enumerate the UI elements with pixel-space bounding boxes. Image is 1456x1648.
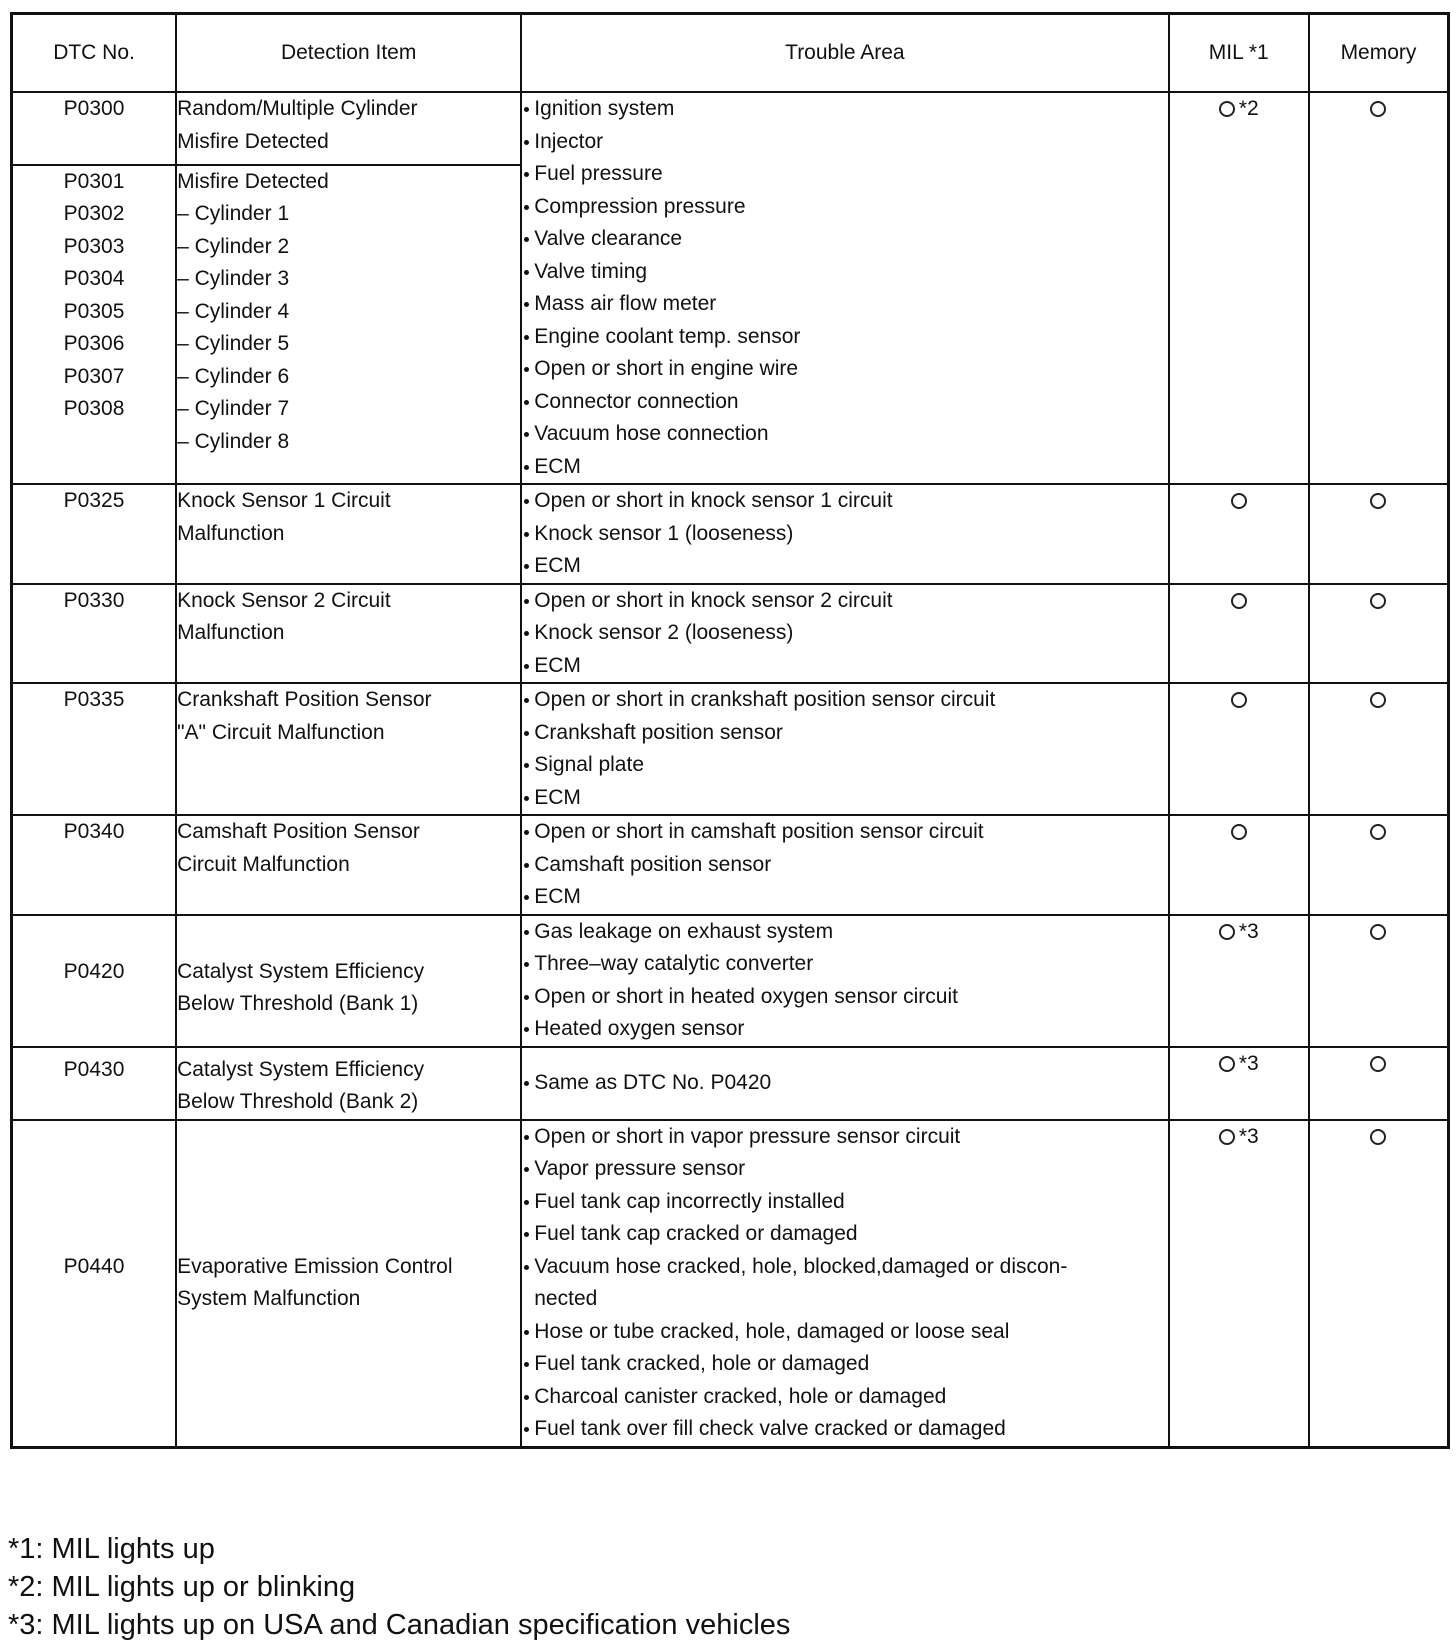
trouble-item: Fuel tank over fill check valve cracked or damaged	[522, 1413, 1167, 1446]
dtc-table	[10, 12, 1450, 1449]
trouble-item: Open or short in heated oxygen sensor circuit	[522, 981, 1167, 1014]
trouble-item: Open or short in camshaft position sensor circuit	[522, 816, 1167, 849]
trouble-item: Vacuum hose cracked, hole, blocked,damaged or discon-	[522, 1251, 1167, 1284]
footnote-2: *2: MIL lights up or blinking	[8, 1571, 356, 1603]
trouble-item: Knock sensor 1 (looseness)	[522, 518, 1167, 551]
dtc-cell: P0335	[12, 683, 177, 815]
circle-mark-icon	[1370, 593, 1386, 609]
mil-cell	[1169, 683, 1309, 815]
trouble-item: Open or short in knock sensor 1 circuit	[522, 485, 1167, 518]
trouble-item: Gas leakage on exhaust system	[522, 916, 1167, 949]
header-trouble-area: Trouble Area	[521, 14, 1168, 93]
trouble-item: Fuel pressure	[522, 158, 1167, 191]
circle-mark-icon	[1370, 493, 1386, 509]
trouble-item: Engine coolant temp. sensor	[522, 321, 1167, 354]
detection-item-cell: Knock Sensor 1 Circuit Malfunction	[176, 484, 521, 584]
dtc-cell: P0420	[12, 915, 177, 1047]
trouble-item: Connector connection	[522, 386, 1167, 419]
dtc-cell: P0430	[12, 1047, 177, 1120]
header-detection-item: Detection Item	[176, 14, 521, 93]
trouble-item: Fuel tank cracked, hole or damaged	[522, 1348, 1167, 1381]
memory-cell	[1309, 584, 1449, 684]
table-row	[12, 815, 1449, 915]
trouble-item: Valve timing	[522, 256, 1167, 289]
mil-cell	[1169, 484, 1309, 584]
detection-item-cell: Camshaft Position Sensor Circuit Malfunction	[176, 815, 521, 915]
trouble-item-continuation: nected	[534, 1287, 598, 1310]
footnotes	[8, 1530, 790, 1644]
trouble-area-cell	[521, 815, 1168, 915]
table-row	[12, 915, 1449, 1047]
trouble-item: Camshaft position sensor	[522, 849, 1167, 882]
detection-item-cell: Catalyst System Efficiency Below Threshold (Bank 1)	[176, 915, 521, 1047]
trouble-item: ECM	[522, 881, 1167, 914]
trouble-item: Heated oxygen sensor	[522, 1013, 1167, 1046]
trouble-item: Open or short in engine wire	[522, 353, 1167, 386]
header-dtc: DTC No.	[12, 14, 177, 93]
mil-cell	[1169, 92, 1309, 484]
table-row	[12, 1047, 1449, 1120]
trouble-area-cell	[521, 683, 1168, 815]
circle-mark-icon	[1219, 1056, 1235, 1072]
memory-cell	[1309, 484, 1449, 584]
dtc-table-sheet	[10, 12, 1450, 1449]
trouble-item: ECM	[522, 650, 1167, 683]
trouble-item: Compression pressure	[522, 191, 1167, 224]
trouble-item: Same as DTC No. P0420	[522, 1067, 1167, 1100]
trouble-item: Fuel tank cap incorrectly installed	[522, 1186, 1167, 1219]
mil-cell	[1169, 915, 1309, 1047]
circle-mark-icon	[1219, 1129, 1235, 1145]
trouble-item: Mass air flow meter	[522, 288, 1167, 321]
table-row	[12, 584, 1449, 684]
circle-mark-icon	[1231, 824, 1247, 840]
dtc-cell: P0301 P0302 P0303 P0304 P0305 P0306 P0307 P0308	[12, 165, 177, 484]
dtc-cell: P0330	[12, 584, 177, 684]
circle-mark-icon	[1219, 924, 1235, 940]
trouble-area-cell	[521, 915, 1168, 1047]
memory-cell	[1309, 1120, 1449, 1448]
memory-cell	[1309, 815, 1449, 915]
circle-mark-icon	[1231, 692, 1247, 708]
trouble-item: Three–way catalytic converter	[522, 948, 1167, 981]
dtc-cell: P0340	[12, 815, 177, 915]
trouble-item: ECM	[522, 550, 1167, 583]
circle-mark-icon	[1370, 692, 1386, 708]
trouble-area-cell	[521, 1047, 1168, 1120]
table-header-row	[12, 14, 1449, 93]
trouble-item: ECM	[522, 451, 1167, 484]
trouble-item: Fuel tank cap cracked or damaged	[522, 1218, 1167, 1251]
detection-item-cell: Misfire Detected – Cylinder 1 – Cylinder 2 – Cylinder 3 – Cylinder 4 – Cylinder 5 – Cylinder 6 – Cylinder 7 – Cylinder 8	[176, 165, 521, 484]
circle-mark-icon	[1231, 493, 1247, 509]
dtc-cell: P0325	[12, 484, 177, 584]
mil-footnote-ref: *2	[1238, 97, 1259, 121]
trouble-item: Valve clearance	[522, 223, 1167, 256]
trouble-item: Vapor pressure sensor	[522, 1153, 1167, 1186]
mil-footnote-ref: *3	[1238, 1124, 1259, 1148]
circle-mark-icon	[1370, 924, 1386, 940]
detection-item-cell: Knock Sensor 2 Circuit Malfunction	[176, 584, 521, 684]
memory-cell	[1309, 683, 1449, 815]
trouble-item: Ignition system	[522, 93, 1167, 126]
footnote-3: *3: MIL lights up on USA and Canadian specification vehicles	[8, 1609, 791, 1641]
table-row	[12, 1120, 1449, 1448]
trouble-item: Open or short in vapor pressure sensor circuit	[522, 1121, 1167, 1154]
mil-footnote-ref: *3	[1238, 919, 1259, 943]
circle-mark-icon	[1370, 1129, 1386, 1145]
trouble-area-cell	[521, 1120, 1168, 1448]
circle-mark-icon	[1219, 101, 1235, 117]
detection-item-cell: Catalyst System Efficiency Below Threshold (Bank 2)	[176, 1047, 521, 1120]
table-row	[12, 484, 1449, 584]
circle-mark-icon	[1231, 593, 1247, 609]
memory-cell	[1309, 92, 1449, 484]
table-row	[12, 683, 1449, 815]
trouble-area-cell	[521, 584, 1168, 684]
trouble-item: Signal plate	[522, 749, 1167, 782]
header-memory: Memory	[1309, 14, 1449, 93]
trouble-item: Hose or tube cracked, hole, damaged or loose seal	[522, 1316, 1167, 1349]
mil-footnote-ref: *3	[1238, 1051, 1259, 1075]
trouble-item: Injector	[522, 126, 1167, 159]
circle-mark-icon	[1370, 1056, 1386, 1072]
circle-mark-icon	[1370, 824, 1386, 840]
trouble-item: Charcoal canister cracked, hole or damaged	[522, 1381, 1167, 1414]
dtc-cell: P0300	[12, 92, 177, 165]
trouble-area-cell	[521, 484, 1168, 584]
trouble-item: Vacuum hose connection	[522, 418, 1167, 451]
detection-item-cell: Random/Multiple Cylinder Misfire Detected	[176, 92, 521, 165]
detection-item-cell: Evaporative Emission Control System Malfunction	[176, 1120, 521, 1448]
detection-item-cell: Crankshaft Position Sensor "A" Circuit Malfunction	[176, 683, 521, 815]
trouble-area-cell	[521, 92, 1168, 484]
memory-cell	[1309, 1047, 1449, 1120]
memory-cell	[1309, 915, 1449, 1047]
trouble-item: Crankshaft position sensor	[522, 717, 1167, 750]
trouble-item: ECM	[522, 782, 1167, 815]
mil-cell	[1169, 1047, 1309, 1120]
footnote-1: *1: MIL lights up	[8, 1533, 215, 1565]
table-row	[12, 92, 1449, 165]
mil-cell	[1169, 584, 1309, 684]
trouble-item: Open or short in knock sensor 2 circuit	[522, 585, 1167, 618]
circle-mark-icon	[1370, 101, 1386, 117]
trouble-item: Knock sensor 2 (looseness)	[522, 617, 1167, 650]
mil-cell	[1169, 815, 1309, 915]
trouble-item: Open or short in crankshaft position sensor circuit	[522, 684, 1167, 717]
header-mil: MIL *1	[1169, 14, 1309, 93]
dtc-cell: P0440	[12, 1120, 177, 1448]
mil-cell	[1169, 1120, 1309, 1448]
